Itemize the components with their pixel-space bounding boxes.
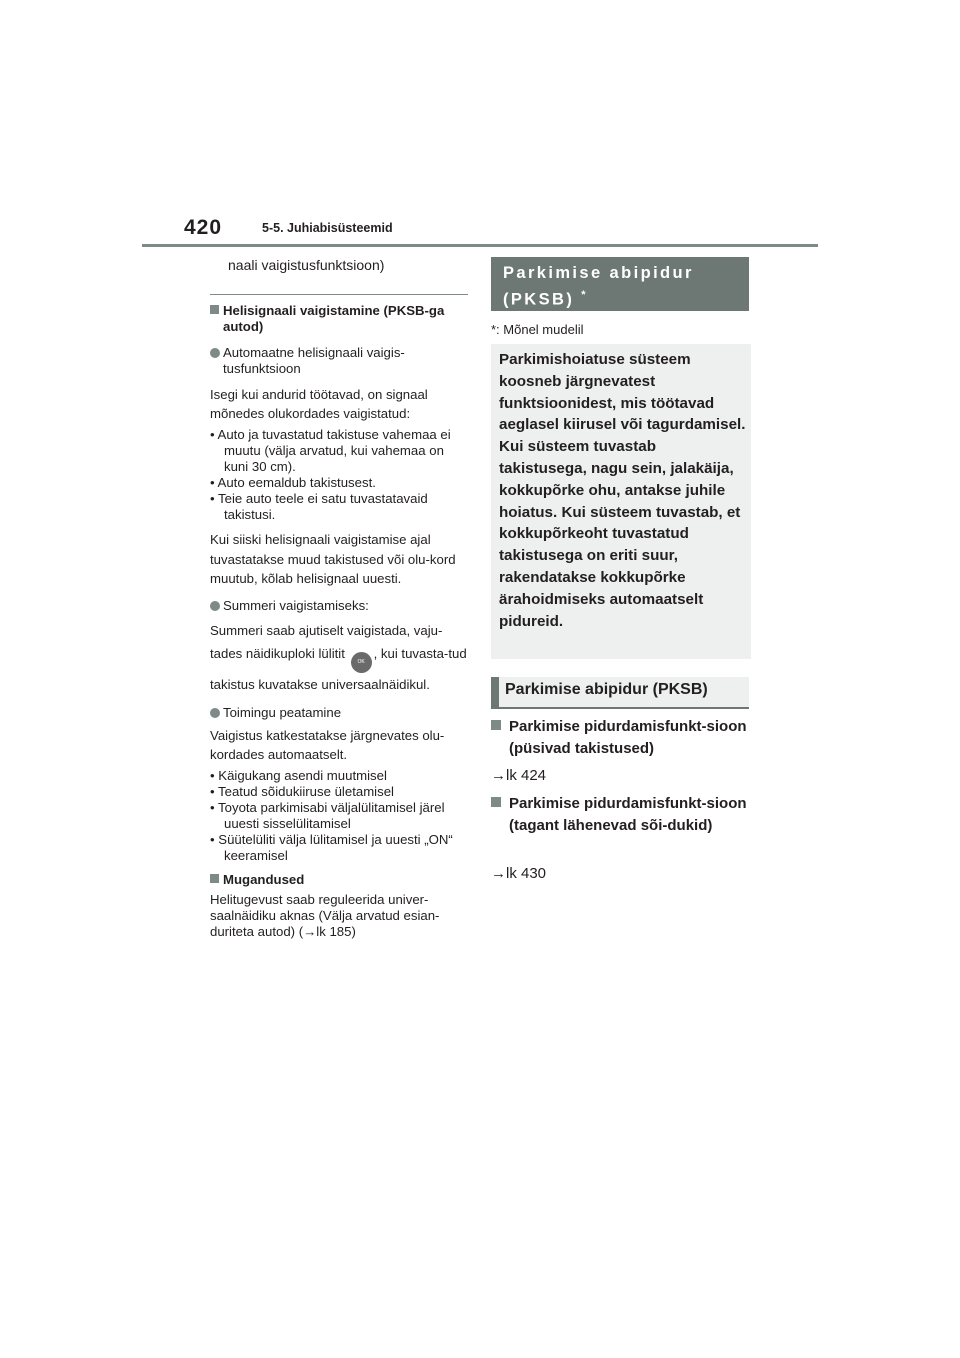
paragraph: Kui siiski helisignaali vaigistamise ajal tuvastatakse muud takistused või olu-kord muutub, kõlab helisignaal uuesti. [210, 532, 456, 586]
intro-text: Parkimishoiatuse süsteem koosneb järgnevatest funktsioonidest, mis töötavad aeglasel kiirusel või tagurdamisel. Kui süsteem tuvastab takistusega, nagu sein, jalakäija, kokkupõrke ohu, antakse juhile hoiatus. Kui süsteem tuvastab, et kokkupõrkeoht tuvastatud takistusega on eriti suur, rakendatakse kokkupõrke ärahoidmiseks automaatselt pidureid. [499, 351, 746, 630]
paragraph: Vaigistus katkestatakse järgnevates olu-kordades automaatselt. [210, 727, 445, 762]
column-divider [210, 294, 468, 295]
list-item: • Teatud sõidukiiruse ületamisel [210, 783, 394, 799]
list-item: • Auto eemaldub takistusest. [210, 475, 376, 490]
square-bullet-icon [210, 305, 219, 314]
square-bullet-icon [491, 720, 501, 730]
ok-button-icon: OK [351, 652, 372, 673]
bullet-summer: Summeri vaigistamiseks: [210, 598, 468, 614]
subheading-customization: Mugandused [210, 872, 468, 888]
page-reference-link[interactable]: →lk 430 [491, 865, 547, 882]
list-item: • Auto ja tuvastatud takistuse vahemaa ei muutu (välja arvatud, kui vahemaa on kuni 30 cm). [210, 427, 451, 474]
page-number: 420 [184, 216, 223, 239]
circle-bullet-icon [210, 348, 220, 358]
square-bullet-icon [210, 874, 219, 883]
paragraph: Helitugevust saab reguleerida univer-saalnäidiku aknas (Välja arvatud esian-duriteta autod) (→lk 185) [210, 891, 440, 939]
item-static-obstacles: Parkimise pidurdamisfunkt-sioon (püsivad takistused) [491, 716, 751, 760]
page-reference-link[interactable]: →lk 424 [491, 767, 547, 784]
left-column [210, 303, 468, 940]
paragraph: Isegi kui andurid töötavad, on signaal mõnedes olukordades vaigistatud: [210, 387, 428, 421]
bullet-stop: Toimingu peatamine [210, 705, 468, 721]
continued-text: naali vaigistusfunktsioon) [228, 257, 385, 273]
header-rule [142, 244, 818, 247]
section-title: 5-5. Juhiabisüsteemid [262, 221, 393, 235]
list-item: • Toyota parkimisabi väljalülitamisel järel uuesti sisselülitamisel [210, 799, 445, 831]
subsection-header-pksb: Parkimise abipidur (PKSB) [491, 677, 749, 709]
circle-bullet-icon [210, 601, 220, 611]
square-bullet-icon [491, 797, 501, 807]
item-rear-vehicles: Parkimise pidurdamisfunkt-sioon (tagant lähenevad sõi-dukid) [491, 793, 751, 837]
intro-box [491, 344, 751, 659]
subheading-silencing: Helisignaali vaigistamine (PKSB-ga autod) [210, 303, 468, 335]
bullet-auto-silence: Automaatne helisignaali vaigis-tusfunktsioon [210, 345, 468, 377]
list-item: • Süütelüliti välja lülitamisel ja uuesti „ON“ keeramisel [210, 831, 453, 863]
list-item: • Teie auto teele ei satu tuvastatavaid takistusi. [210, 491, 428, 522]
footnote: *: Mõnel mudelil [491, 322, 584, 337]
circle-bullet-icon [210, 708, 220, 718]
section-header-pksb: Parkimise abipidur (PKSB) * [491, 257, 749, 311]
paragraph: Summeri saab ajutiselt vaigistada, vaju-tades näidikuploki lülitit OK, kui tuvasta-tud takistus kuvatakse universaalnäidikul. [210, 622, 467, 692]
list-item: • Käigukang asendi muutmisel [210, 767, 387, 783]
